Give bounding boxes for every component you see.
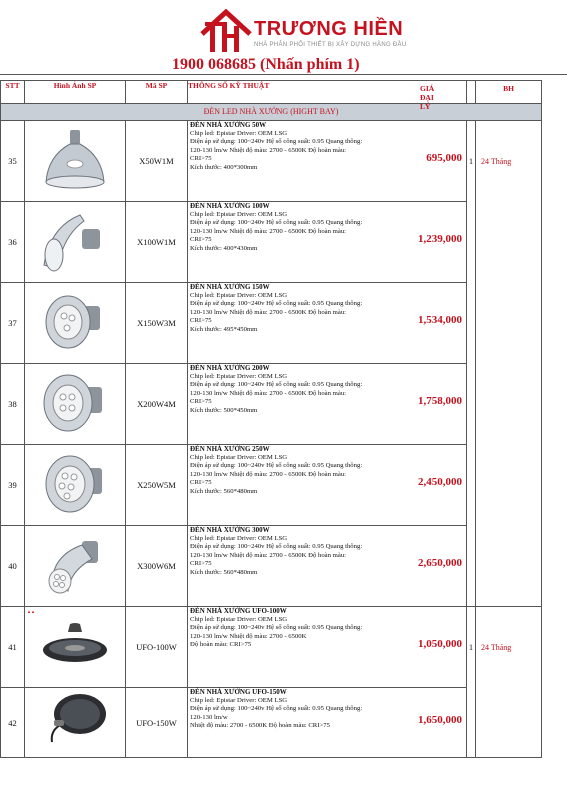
- row-stt: 35: [1, 121, 25, 202]
- product-image: [25, 283, 126, 364]
- product-image: [25, 121, 126, 202]
- col-spec: [188, 81, 467, 111]
- table-row: [1, 202, 542, 283]
- product-price: 1,758,000: [418, 395, 462, 407]
- product-code: X250W5M: [126, 445, 188, 526]
- ufo-lamp-icon: [40, 690, 110, 750]
- hotline[interactable]: 1900 068685 (Nhấn phím 1): [172, 56, 360, 73]
- warranty-cell: [476, 202, 542, 283]
- product-price: 1,050,000: [418, 638, 462, 650]
- warranty-period: 24 Tháng: [481, 643, 512, 652]
- spec-line: CRI>75: [190, 560, 212, 568]
- product-price: 1,650,000: [418, 713, 462, 726]
- warranty-cell: [476, 526, 542, 607]
- row-stt: 42: [1, 688, 25, 758]
- product-price: 2,650,000: [418, 557, 462, 569]
- high-bay-lamp-icon: [40, 531, 110, 597]
- high-bay-lamp-icon: [40, 288, 110, 354]
- col-stt: STT: [1, 81, 25, 104]
- row-stt: 40: [1, 526, 25, 607]
- spec-line: CRI>75: [190, 398, 212, 406]
- mini-brand-icon: ▲▲: [27, 609, 35, 614]
- product-title: ĐÈN NHÀ XƯỞNG 250W: [190, 445, 270, 453]
- warranty-cell: [469, 607, 542, 688]
- spec-line: 120-130 lm/w Nhiệt độ màu: 2700 - 6500K Độ hoàn màu:: [190, 146, 347, 154]
- table-row: [1, 607, 542, 688]
- product-spec: [188, 364, 467, 445]
- col-bh-label: BH: [503, 84, 514, 93]
- product-spec: [188, 526, 467, 607]
- spec-line: 120-130 lm/w Nhiệt độ màu: 2700 - 6500K Độ hoàn màu:: [190, 389, 347, 397]
- gap-cell: [467, 688, 476, 758]
- row-stt: 39: [1, 445, 25, 526]
- spec-line: Kích thước: 400*300mm: [190, 163, 258, 171]
- warranty-cell: [476, 688, 542, 758]
- product-image: [25, 202, 126, 283]
- spec-line: Điện áp sử dụng: 100~240v Hệ số công suất: 0.95 Quang thông:: [190, 219, 363, 227]
- high-bay-lamp-icon: [40, 450, 110, 516]
- spec-line: Chip led: Epistar Driver: OEM LSG: [190, 372, 288, 380]
- spec-line: Kích thước: 560*480mm: [190, 487, 258, 495]
- product-spec: [188, 688, 467, 758]
- col-image: Hình Ảnh SP: [25, 81, 126, 104]
- gap-cell: [467, 526, 476, 607]
- product-spec: [188, 607, 467, 688]
- spec-line: Độ hoàn màu: CRI>75: [190, 641, 252, 649]
- spec-line: Chip led: Epistar Driver: OEM LSG: [190, 291, 288, 299]
- gap-cell: [467, 445, 476, 526]
- product-spec: [188, 202, 467, 283]
- spec-line: Điện áp sử dụng: 100~240v Hệ số công suất: 0.95 Quang thông:: [190, 300, 363, 308]
- table-row: [1, 121, 542, 202]
- spec-line: 120-130 lm/w Nhiệt độ màu: 2700 - 6500K Độ hoàn màu:: [190, 227, 347, 235]
- row-stt: 36: [1, 202, 25, 283]
- spec-line: Kích thước: 400*430mm: [190, 244, 258, 252]
- gap-cell: [467, 202, 476, 283]
- warranty-cell: [476, 445, 542, 526]
- product-code: UFO-150W: [126, 688, 188, 758]
- row-stt: 38: [1, 364, 25, 445]
- col-spec-label: THÔNG SỐ KỸ THUẬT: [188, 81, 270, 90]
- spec-line: Nhiệt độ màu: 2700 - 6500K Độ hoàn màu: CRI>75: [190, 722, 330, 730]
- product-title: ĐÈN NHÀ XƯỞNG 150W: [190, 283, 270, 291]
- product-code: X300W6M: [126, 526, 188, 607]
- product-title: ĐÈN NHÀ XƯỞNG 300W: [190, 526, 270, 534]
- product-price: 1,239,000: [418, 233, 462, 245]
- table-row: [1, 445, 542, 526]
- spec-line: Kích thước: 560*480mm: [190, 568, 258, 576]
- product-spec: [188, 445, 467, 526]
- product-title: ĐÈN NHÀ XƯỞNG UFO-100W: [190, 607, 287, 615]
- product-spec: [188, 121, 467, 202]
- spec-line: Chip led: Epistar Driver: OEM LSG: [190, 534, 288, 542]
- warranty-qty: 1: [469, 157, 473, 166]
- spec-line: CRI>75: [190, 317, 212, 325]
- spec-line: Điện áp sử dụng: 100~240v Hệ số công suất: 0.95 Quang thông:: [190, 705, 363, 713]
- brand-name: TRƯƠNG HIỀN: [254, 18, 404, 40]
- spec-line: Chip led: Epistar Driver: OEM LSG: [190, 615, 288, 623]
- spec-line: Chip led: Epistar Driver: OEM LSG: [190, 210, 288, 218]
- product-price: 1,534,000: [418, 314, 462, 326]
- warranty-qty: 1: [469, 643, 473, 652]
- category-label: ĐÈN LED NHÀ XƯỞNG (HIGHT BAY): [1, 104, 542, 121]
- gap-cell: [467, 283, 476, 364]
- product-image: [25, 688, 126, 758]
- spec-line: Điện áp sử dụng: 100~240v Hệ số công suất: 0.95 Quang thông:: [190, 462, 363, 470]
- product-image: [25, 364, 126, 445]
- spec-line: Kích thước: 495*450mm: [190, 325, 258, 333]
- spec-line: Điện áp sử dụng: 100~240v Hệ số công suất: 0.95 Quang thông:: [190, 624, 363, 632]
- spec-line: CRI>75: [190, 236, 212, 244]
- product-code: X50W1M: [126, 121, 188, 202]
- spec-line: Điện áp sử dụng: 100~240v Hệ số công suất: 0.95 Quang thông:: [190, 138, 363, 146]
- product-code: UFO-100W: [126, 607, 188, 688]
- product-title: ĐÈN NHÀ XƯỞNG UFO-150W: [190, 688, 287, 696]
- col-gap: [467, 81, 476, 104]
- warranty-cell: [476, 283, 542, 364]
- spec-line: 120-130 lm/w Nhiệt độ màu: 2700 - 6500K Độ hoàn màu:: [190, 470, 347, 478]
- spec-line: 120-130 lm/w Nhiệt độ màu: 2700 - 6500K Độ hoàn màu:: [190, 551, 347, 559]
- table-row: [1, 688, 542, 758]
- row-stt: 37: [1, 283, 25, 364]
- spec-line: 120-130 lm/w: [190, 713, 228, 721]
- spec-line: CRI>75: [190, 479, 212, 487]
- spec-line: 120-130 lm/w Nhiệt độ màu: 2700 - 6500K Độ hoàn màu:: [190, 308, 347, 316]
- product-title: ĐÈN NHÀ XƯỞNG 100W: [190, 202, 270, 210]
- product-image: [25, 607, 126, 688]
- product-price: 695,000: [426, 152, 462, 164]
- row-stt: 41: [1, 607, 25, 688]
- product-code: X150W3M: [126, 283, 188, 364]
- table-row: [1, 283, 542, 364]
- product-image: [25, 445, 126, 526]
- table-row: [1, 364, 542, 445]
- spec-line: Điện áp sử dụng: 100~240v Hệ số công suất: 0.95 Quang thông:: [190, 381, 363, 389]
- spec-line: Điện áp sử dụng: 100~240v Hệ số công suất: 0.95 Quang thông:: [190, 543, 363, 551]
- spec-line: Chip led: Epistar Driver: OEM LSG: [190, 453, 288, 461]
- price-table: [0, 80, 542, 758]
- spec-line: 120-130 lm/w Nhiệt độ màu: 2700 - 6500K: [190, 632, 307, 640]
- product-price: 2,450,000: [418, 476, 462, 488]
- high-bay-lamp-icon: [40, 126, 110, 192]
- col-price: GIÁ ĐẠI LÝ: [420, 84, 435, 111]
- spec-line: Chip led: Epistar Driver: OEM LSG: [190, 129, 288, 137]
- gap-cell: [467, 364, 476, 445]
- high-bay-lamp-icon: [40, 369, 110, 435]
- ufo-lamp-icon: [40, 620, 110, 670]
- product-title: ĐÈN NHÀ XƯỞNG 50W: [190, 121, 267, 129]
- table-header: [1, 81, 542, 104]
- brand-tagline: NHÀ PHÂN PHỐI THIẾT BỊ XÂY DỰNG HÀNG ĐẦU: [254, 42, 407, 48]
- col-bh: [476, 81, 542, 104]
- category-row: [1, 104, 542, 121]
- divider: [0, 74, 567, 75]
- product-title: ĐÈN NHÀ XƯỞNG 200W: [190, 364, 270, 372]
- col-code: Mã SP: [126, 81, 188, 104]
- warranty-period: 24 Tháng: [481, 157, 512, 166]
- product-code: X200W4M: [126, 364, 188, 445]
- product-image: [25, 526, 126, 607]
- spec-line: CRI>75: [190, 155, 212, 163]
- warranty-cell: [469, 121, 542, 202]
- table-row: [1, 526, 542, 607]
- high-bay-lamp-icon: [40, 207, 110, 273]
- product-code: X100W1M: [126, 202, 188, 283]
- spec-line: Kích thước: 500*450mm: [190, 406, 258, 414]
- spec-line: Chip led: Epistar Driver: OEM LSG: [190, 696, 288, 704]
- product-spec: [188, 283, 467, 364]
- warranty-cell: [476, 364, 542, 445]
